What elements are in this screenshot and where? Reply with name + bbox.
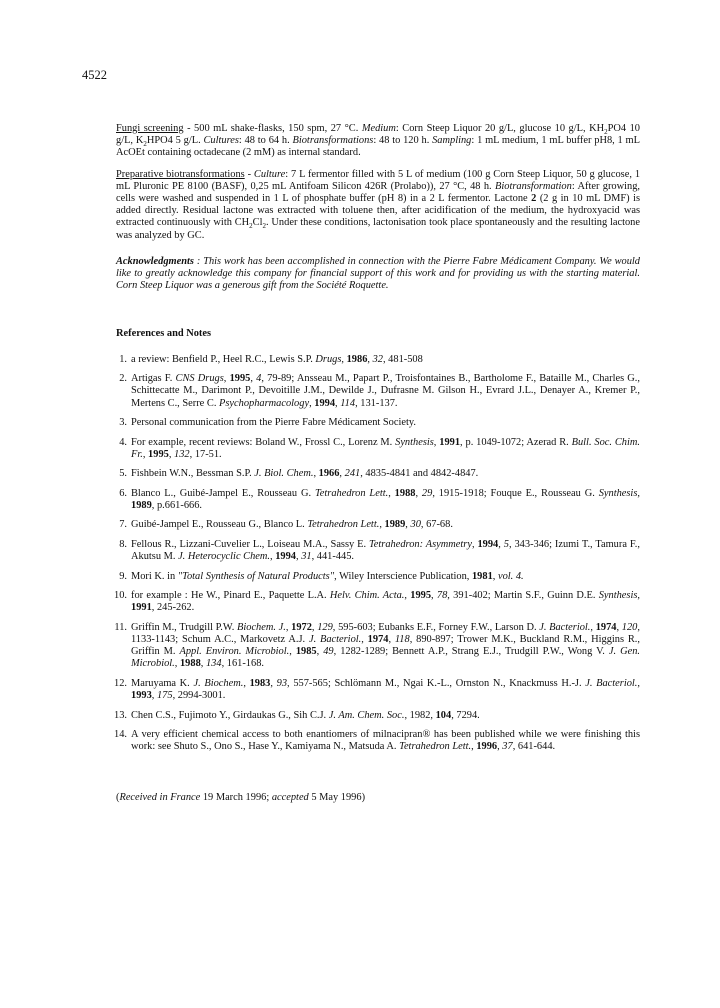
accepted-date: 5 May 1996)	[308, 791, 366, 803]
reference-number: 10.	[114, 590, 127, 602]
reference-text: Blanco L., Guibé-Jampel E., Rousseau G.	[131, 487, 315, 499]
reference-text: 32	[372, 353, 383, 365]
reference-text: 129	[317, 621, 333, 633]
reference-text: 241	[344, 468, 361, 480]
reference-item	[116, 590, 640, 614]
reference-text: ,	[250, 373, 257, 385]
sampling-label: Sampling	[432, 135, 472, 147]
reference-text: ,	[590, 621, 596, 633]
reference-text: , 1133-1143; Schum A.C., Markovetz A.J.	[131, 621, 640, 646]
reference-text: , p.661-666.	[151, 499, 202, 511]
reference-text: J. Bacteriol.	[585, 677, 638, 689]
text-run: -	[244, 168, 254, 180]
reference-text: J. Am. Chem. Soc.	[328, 709, 405, 721]
text-run: HPO4 5 g/L.	[146, 135, 204, 147]
text-run: : Corn Steep Liquor 20 g/L, glucose 10 g/L, KH	[395, 123, 605, 134]
reference-number: 5.	[119, 468, 127, 480]
reference-text: 1983	[249, 677, 271, 689]
biotransformations-label: Biotransformations	[292, 135, 374, 147]
reference-text: Synthesis	[598, 487, 638, 499]
reference-text: , Wiley Interscience Publication,	[334, 570, 472, 582]
references-heading: References and Notes	[116, 328, 212, 340]
reference-text: Tetrahedron: Asymmetry	[368, 538, 472, 550]
reference-number: 11.	[114, 621, 127, 633]
subscript: 2	[249, 222, 253, 231]
reference-text: ,	[295, 551, 302, 563]
reference-item	[116, 678, 640, 702]
reference-text: ,	[270, 677, 277, 689]
medium-label: Medium	[361, 123, 396, 134]
reference-text: ,	[637, 590, 640, 602]
reference-item	[116, 354, 640, 366]
text-run: . Under these conditions, lactonisation took place spontaneously and the resulting lactone was analyzed by GC.	[116, 217, 640, 241]
reference-text: 1991	[131, 602, 152, 614]
reference-text: ,	[471, 538, 478, 550]
reference-text: Mori K. in	[131, 570, 178, 582]
reference-text: 118	[394, 634, 410, 646]
reference-text: 1996	[476, 741, 498, 753]
reference-text: "Total Synthesis of Natural Products"	[177, 570, 335, 582]
reference-text: A very efficient chemical access to both enantiomers of milnacipran® has been published while we were finishing this work: see Shuto S., Ono S., Hase Y., Kamiyama N., Matsuda A.	[131, 729, 640, 753]
reference-text: Maruyama K.	[131, 677, 194, 689]
reference-text: , 1282-1289; Bennett A.P., Strang E.J., Trudgill P.W., Wong V.	[333, 646, 609, 658]
reference-number: 6.	[119, 487, 127, 499]
reference-text: Synthesis	[598, 590, 638, 602]
reference-item	[116, 622, 640, 671]
biotransformation-label: Biotransformation	[495, 180, 572, 192]
reference-item	[116, 519, 640, 531]
reference-text: a review: Benfield P., Heel R.C., Lewis S.P.	[131, 353, 316, 365]
reference-text: ,	[151, 690, 157, 702]
reference-text: 1993	[131, 690, 152, 702]
reference-number: 7.	[119, 519, 127, 531]
received-label: Received in France	[119, 791, 201, 803]
reference-item	[116, 468, 640, 480]
reference-text: 1981	[471, 570, 493, 582]
reference-text: ,	[285, 621, 292, 633]
reference-text: ,	[415, 487, 422, 499]
reference-text: , 641-644.	[512, 741, 556, 753]
reference-number: 1.	[119, 353, 127, 365]
reference-text: , 2994-3001.	[172, 690, 226, 702]
subscript: 2	[143, 140, 147, 149]
page-number: 4522	[82, 68, 107, 82]
fungi-screening-heading: Fungi screening	[116, 123, 184, 134]
references-list	[116, 354, 640, 754]
reference-text: 1995	[148, 448, 169, 460]
reference-text: , 67-68.	[420, 519, 453, 531]
reference-text: ,	[471, 741, 477, 753]
reference-item	[116, 539, 640, 563]
reference-text: for example : He W., Pinard E., Paquette L.A.	[131, 590, 330, 602]
reference-text: 1994	[314, 397, 336, 409]
reference-text: Artigas F.	[131, 373, 176, 385]
reference-text: , 481-508	[382, 353, 423, 365]
reference-text: J. Gen. Microbiol.	[131, 646, 640, 670]
reference-text: ,	[637, 487, 640, 499]
reference-text: , 4835-4841 and 4842-4847.	[360, 468, 479, 480]
reference-number: 9.	[119, 570, 127, 582]
reference-number: 12.	[114, 677, 127, 689]
reference-number: 2.	[119, 373, 127, 385]
reference-text: Tetrahedron Lett.	[314, 487, 389, 499]
reference-text: ,	[367, 353, 373, 365]
preparative-biotransformations-heading: Preparative biotransformations	[116, 168, 245, 180]
reference-text: 114	[340, 397, 356, 409]
reference-text: ,	[142, 448, 149, 460]
preparative-biotransformations-paragraph	[116, 169, 640, 242]
reference-text: Tetrahedron Lett.	[399, 741, 472, 753]
reference-text: ,	[388, 634, 395, 646]
reference-text: 93	[276, 677, 288, 689]
reference-text: Guibé-Jampel E., Rousseau G., Blanco L.	[131, 519, 308, 531]
reference-text: ,	[313, 468, 319, 480]
reference-text: 4	[256, 373, 262, 385]
reference-text: ,	[616, 621, 622, 633]
reference-text: 1985	[295, 646, 317, 658]
reference-text: 1989	[384, 519, 406, 531]
subscript: 2	[604, 128, 608, 137]
text-run: : 48 to 64 h.	[238, 135, 293, 147]
reference-text: Drugs	[315, 353, 342, 365]
reference-text: , 131-137.	[355, 397, 398, 409]
reference-text: Bull. Soc. Chim. Fr.	[131, 436, 640, 460]
reference-text: 1988	[394, 487, 416, 499]
reference-text: ,	[388, 487, 395, 499]
text-run: : 1 mL medium, 1 mL buffer pH8, 1 mL AcOEt containing octadecane (2 mM) as internal standard.	[116, 135, 640, 159]
reference-item	[116, 571, 640, 583]
reference-item	[116, 729, 640, 753]
reference-text: 37	[502, 741, 513, 753]
reference-text: ,	[200, 658, 206, 670]
reference-text: ,	[405, 519, 411, 531]
text-run: : After growing, cells were washed and suspended in 1 L of phosphate buffer (pH 8) in a 2 L fermentor. Lactone	[116, 180, 640, 205]
reference-text: J. Biochem.	[193, 677, 244, 689]
reference-text: 175	[156, 690, 173, 702]
reference-text: ,	[361, 634, 368, 646]
reference-text: Personal communication from the Pierre Fabre Médicament Society.	[131, 417, 416, 429]
reference-text: 5	[503, 538, 509, 550]
reference-text: 31	[301, 551, 312, 563]
reference-text: ,	[174, 658, 180, 670]
acknowledgments-text: : This work has been accomplished in connection with the Pierre Fabre Médicament Company. We would like to greatly acknowledge this company for financial support of this work and for providing us with the starting material. Corn Steep Liquor was a generous gift from the Société Roquette.	[116, 255, 640, 292]
reference-item	[116, 710, 640, 722]
reference-number: 8.	[119, 538, 127, 550]
reference-text: ,	[341, 353, 347, 365]
reference-text: ,	[311, 621, 318, 633]
reference-text: 1995	[229, 373, 251, 385]
acknowledgments-paragraph	[116, 256, 640, 293]
reference-text: ,	[270, 551, 276, 563]
reference-text: 104	[435, 709, 452, 721]
reference-text: , 391-402; Martin S.F., Guinn D.E.	[447, 590, 599, 602]
reference-text: vol. 4.	[497, 570, 524, 582]
reference-text: 1994	[275, 551, 296, 563]
reference-text: Tetrahedron Lett.	[307, 519, 380, 531]
reference-text: ,	[379, 519, 385, 531]
text-run: Cl	[252, 217, 263, 229]
text-run: PO4 10 g/L, K	[116, 123, 640, 147]
reference-text: , 1915-1918; Fouque E., Rousseau G.	[432, 487, 599, 499]
text-run: - 500 mL shake-flasks, 150 spm, 27 °C.	[183, 123, 362, 134]
reference-text: ,	[243, 677, 250, 689]
reference-text: 1991	[439, 436, 461, 448]
compound-number: 2	[531, 193, 537, 205]
reference-text: , 7294.	[451, 709, 480, 721]
reference-number: 13.	[114, 709, 127, 721]
reference-text: J. Bacteriol.	[308, 634, 362, 646]
reference-text: Fishbein W.N., Bessman S.P.	[131, 468, 255, 480]
reference-text: 1974	[595, 621, 617, 633]
reference-text: For example, recent reviews: Boland W., Frossl C., Lorenz M.	[131, 436, 396, 448]
reference-text: ,	[335, 397, 341, 409]
reference-text: 1974	[367, 634, 389, 646]
reference-text: ,	[289, 646, 296, 658]
reference-text: , 441-445.	[311, 551, 355, 563]
reference-text: 78	[436, 590, 448, 602]
received-open-paren: (	[116, 791, 120, 803]
subscript: 2	[262, 222, 266, 231]
reference-text: Griffin M., Trudgill P.W.	[131, 621, 238, 633]
reference-text: 120	[621, 621, 638, 633]
reference-text: Appl. Environ. Microbiol.	[179, 646, 290, 658]
reference-text: ,	[223, 373, 230, 385]
reference-text: ,	[498, 538, 504, 550]
reference-text: 134	[205, 658, 222, 670]
culture-label: Culture	[253, 168, 286, 180]
text-run: (2 g in 10 mL DMF) is added directly. Residual lactone was extracted with toluene then, after acidification of the medium, the hydroxyacid was extracted continuously with CH	[116, 193, 641, 229]
reference-text: CNS Drugs	[175, 373, 224, 385]
reference-number: 4.	[119, 436, 127, 448]
reference-text: , 79-89; Ansseau M., Papart P., Troisfontaines B., Bartholome F., Bataille M., Charles G., Schittecatte M., Darimont P., Devoitille J.M., Dewilde J., Dufrasne M. Gilson H., Evrard J.L., Denayer A., Kremer P., Mertens C., Serre C.	[131, 373, 641, 409]
reference-text: 1986	[346, 353, 368, 365]
reference-text: , 557-565; Schlömann M., Ngai K.-L., Ornston N., Knackmuss H.-J.	[287, 677, 586, 689]
text-run: : 48 to 120 h.	[373, 135, 433, 147]
reference-text: 132	[174, 448, 190, 460]
reference-text: Helv. Chim. Acta.	[329, 590, 405, 602]
reference-number: 14.	[114, 729, 127, 741]
text-run: : 7 L fermentor filled with 5 L of medium (100 g Corn Steep Liquor, 50 g glucose, 1 mL Pluronic PE 8100 (BASF), 0,25 mL Antifoam Silicon 426R (Prolabo)), 27 °C, 48 h.	[116, 168, 641, 192]
reference-text: ,	[637, 677, 641, 689]
reference-number: 3.	[119, 417, 127, 429]
reference-text: , p. 1049-1072; Azerad R.	[460, 436, 572, 448]
reference-text: ,	[309, 397, 315, 409]
reference-text: ,	[168, 448, 175, 460]
reference-text: ,	[339, 468, 345, 480]
reference-text: , 161-168.	[221, 658, 264, 670]
reference-text: , 245-262.	[151, 602, 195, 614]
reference-text: Psychopharmacology	[219, 397, 310, 409]
reference-text: 1988	[179, 658, 201, 670]
reference-text: 1989	[131, 499, 152, 511]
reference-item	[116, 437, 640, 461]
reference-text: , 1982,	[404, 709, 436, 721]
reference-text: , 890-897; Trower M.K., Buckland R.M., Higgins R., Griffin M.	[131, 634, 640, 658]
reference-text: 1972	[291, 621, 312, 633]
reference-text: ,	[431, 590, 437, 602]
reference-text: J. Biol. Chem.	[254, 468, 314, 480]
reference-text: 1994	[477, 538, 499, 550]
reference-text: ,	[497, 741, 503, 753]
page-content	[116, 123, 640, 804]
reference-item	[116, 373, 640, 410]
reference-item	[116, 488, 640, 512]
reference-text: Chen C.S., Fujimoto Y., Girdaukas G., Sih C.J.	[131, 709, 329, 721]
reference-text: 1995	[410, 590, 432, 602]
reference-text: 29	[421, 487, 433, 499]
reference-text: , 343-346; Izumi T., Tamura F., Akutsu M.	[131, 538, 640, 563]
cultures-label: Cultures	[203, 135, 239, 147]
reference-text: ,	[404, 590, 411, 602]
reference-text: ,	[316, 646, 324, 658]
reference-text: ,	[492, 570, 498, 582]
fungi-screening-paragraph	[116, 123, 640, 160]
reference-text: ,	[433, 436, 440, 448]
reference-text: 1966	[318, 468, 340, 480]
reference-text: 49	[323, 646, 334, 658]
acknowledgments-heading: Acknowledgments	[116, 255, 194, 267]
received-date: 19 March 1996;	[200, 791, 272, 803]
reference-text: , 17-51.	[189, 448, 222, 460]
reference-text: Synthesis	[395, 436, 434, 448]
accepted-label: accepted	[271, 791, 309, 803]
reference-text: J. Bacteriol.	[539, 621, 591, 633]
reference-text: 30	[410, 519, 421, 531]
reference-text: , 595-603; Eubanks E.F., Forney F.W., Larson D.	[332, 621, 540, 633]
reference-text: Biochem. J.	[237, 621, 286, 633]
reference-text: J. Heterocyclic Chem.	[178, 551, 270, 563]
received-line	[116, 792, 640, 804]
reference-item	[116, 417, 640, 429]
reference-text: Fellous R., Lizzani-Cuvelier L., Loiseau M.A., Sassy E.	[131, 538, 369, 550]
